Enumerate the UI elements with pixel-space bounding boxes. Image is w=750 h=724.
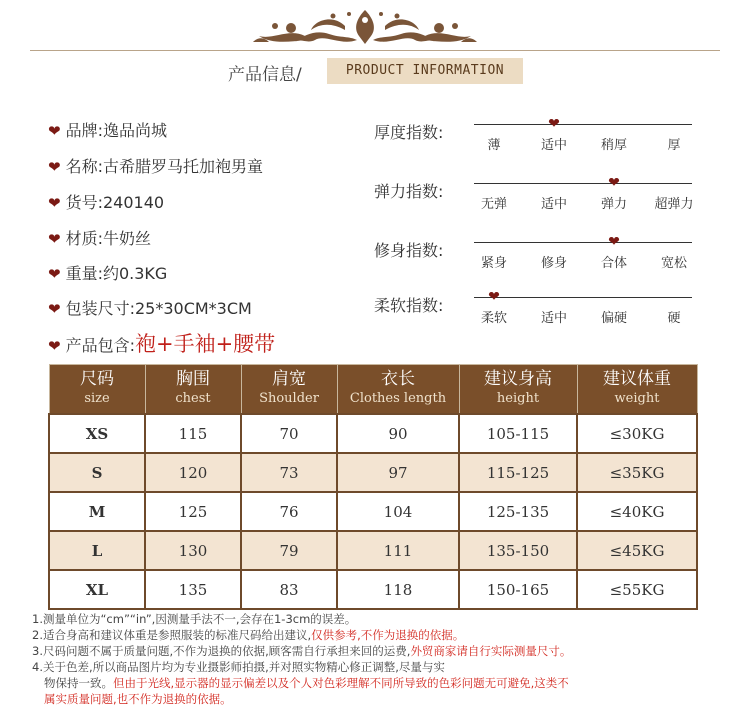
cell-chest: 115 [145,414,241,453]
header-height: 建议身高 height [459,365,577,415]
table-row [49,531,697,570]
info-weight [48,261,167,285]
cell-length: 104 [337,492,459,531]
section-title-en: PRODUCT INFORMATION [327,58,523,84]
header-weight: 建议体重 weight [577,365,697,415]
heart-icon: ❤ [48,122,61,140]
cell-weight: ≤40KG [577,492,697,531]
index-option: 超弹力 [654,197,694,212]
cell-weight: ≤45KG [577,531,697,570]
heart-icon: ❤ [48,230,61,248]
index-option: 适中 [540,311,568,326]
header-chest: 胸围 chest [145,365,241,415]
index-option: 适中 [540,197,568,212]
size-table [48,364,698,610]
info-label: 重量: [65,264,103,283]
info-contents [48,328,276,356]
cell-length: 90 [337,414,459,453]
info-label: 货号: [65,193,103,212]
heart-icon: ❤ [48,158,61,176]
cell-length: 111 [337,531,459,570]
index-option: 无弹 [480,197,508,212]
info-value: 25*30CM*3CM [134,299,252,318]
cell-length: 118 [337,570,459,609]
note-line: 3.尺码问题不属于质量问题,不作为退换的依据,顾客需自行承担来回的运费,外贸商家请自行实际测量尺寸。 [32,644,572,658]
table-row [49,453,697,492]
info-value: 牛奶丝 [102,229,151,248]
table-row [49,414,697,453]
index-track [474,242,692,243]
info-item-number [48,190,164,214]
cell-shoulder: 83 [241,570,337,609]
cell-size: M [49,492,145,531]
heart-icon: ❤ [48,337,61,355]
table-row [49,570,697,609]
index-option: 薄 [487,138,501,153]
info-brand [48,118,167,142]
info-name [48,154,263,178]
header-rule [30,50,720,51]
cell-size: S [49,453,145,492]
index-track [474,297,692,298]
cell-chest: 130 [145,531,241,570]
size-table-header [49,365,697,415]
cell-chest: 135 [145,570,241,609]
heart-icon: ❤ [48,300,61,318]
note-line: 2.适合身高和建议体重是参照服装的标准尺码给出建议,仅供参考,不作为退换的依据。 [32,628,465,642]
info-label: 材质: [65,229,103,248]
cell-height: 115-125 [459,453,577,492]
info-value: 逸品尚城 [102,121,167,140]
info-value: 约0.3KG [102,264,168,283]
index-label: 厚度指数: [374,123,444,142]
cell-size: L [49,531,145,570]
floral-ornament [245,6,485,48]
index-option: 合体 [600,256,628,271]
info-value: 240140 [102,193,165,212]
index-option: 硬 [667,311,681,326]
index-track [474,183,692,184]
cell-shoulder: 73 [241,453,337,492]
info-value-highlight: 袍+手袖+腰带 [134,332,276,356]
header-length: 衣长 Clothes length [337,365,459,415]
cell-weight: ≤35KG [577,453,697,492]
info-material [48,226,151,250]
table-row [49,492,697,531]
cell-shoulder: 76 [241,492,337,531]
cell-height: 135-150 [459,531,577,570]
index-label: 修身指数: [374,241,444,260]
cell-shoulder: 70 [241,414,337,453]
section-title-cn: 产品信息/ [228,65,302,85]
cell-size: XL [49,570,145,609]
info-value: 古希腊罗马托加袍男童 [102,157,263,176]
heart-icon: ❤ [48,265,61,283]
index-option: 紧身 [480,256,508,271]
index-option: 厚 [667,138,681,153]
index-label: 弹力指数: [374,182,444,201]
info-label: 名称: [65,157,103,176]
index-option: 偏硬 [600,311,628,326]
heart-marker-icon: ❤ [548,116,560,132]
info-label: 品牌: [65,121,103,140]
cell-length: 97 [337,453,459,492]
index-track [474,124,692,125]
index-option: 稍厚 [600,138,628,153]
cell-weight: ≤30KG [577,414,697,453]
cell-height: 150-165 [459,570,577,609]
info-package-size [48,296,252,320]
heart-icon: ❤ [48,194,61,212]
cell-chest: 125 [145,492,241,531]
cell-weight: ≤55KG [577,570,697,609]
size-notes [32,611,747,707]
index-option: 宽松 [660,256,688,271]
info-label: 产品包含: [65,336,135,355]
index-label: 柔软指数: [374,296,444,315]
note-line: 物保持一致。但由于光线,显示器的显示偏差以及个人对色彩理解不同所导致的色彩问题无可避免,这类不 [44,676,569,690]
index-option: 弹力 [600,197,628,212]
header-shoulder: 肩宽 Shoulder [241,365,337,415]
index-option: 适中 [540,138,568,153]
cell-chest: 120 [145,453,241,492]
cell-size: XS [49,414,145,453]
info-label: 包装尺寸: [65,299,135,318]
note-line: 属实质量问题,也不作为退换的依据。 [44,692,232,706]
cell-height: 125-135 [459,492,577,531]
heart-marker-icon: ❤ [488,289,500,305]
cell-height: 105-115 [459,414,577,453]
header-size: 尺码 size [49,365,145,415]
index-option: 柔软 [480,311,508,326]
note-line: 1.测量单位为“cm”“in”,因测量手法不一,会存在1-3cm的误差。 [32,612,357,626]
note-line: 4.关于色差,所以商品图片均为专业摄影师拍摄,并对照实物精心修正调整,尽量与实 [32,660,445,674]
index-option: 修身 [540,256,568,271]
cell-shoulder: 79 [241,531,337,570]
heart-marker-icon: ❤ [608,234,620,250]
heart-marker-icon: ❤ [608,175,620,191]
